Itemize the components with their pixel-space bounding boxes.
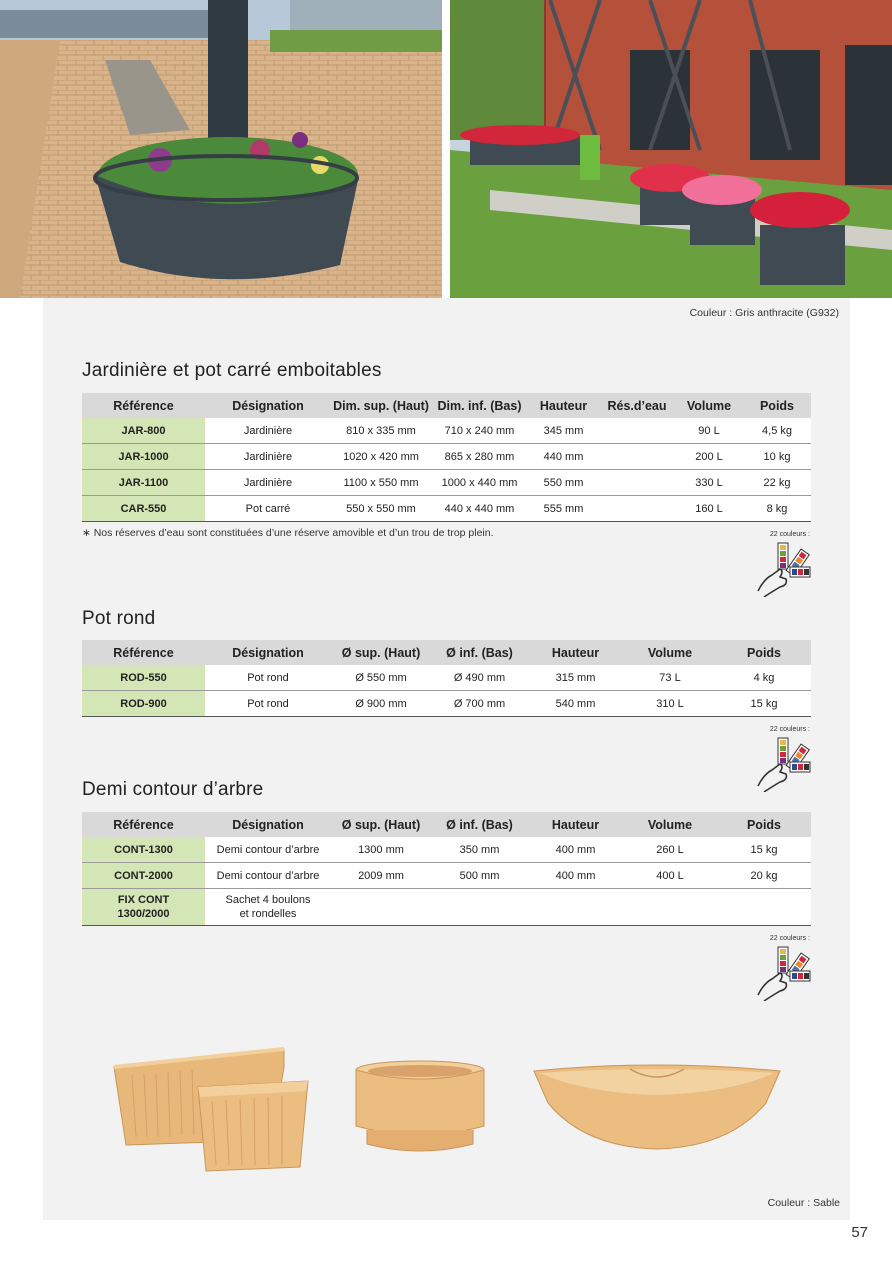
col-header: Hauteur: [528, 393, 599, 418]
color-caption-top: Couleur : Gris anthracite (G932): [689, 307, 839, 319]
cell: Pot carré: [205, 496, 331, 522]
cell: [623, 889, 717, 926]
cell: [599, 444, 675, 470]
col-header: Référence: [82, 812, 205, 837]
ref-cell: CONT-1300: [82, 837, 205, 863]
cell: [528, 889, 623, 926]
cell: 4 kg: [717, 665, 811, 691]
col-header: Dim. sup. (Haut): [331, 393, 431, 418]
cell: Pot rond: [205, 691, 331, 717]
cell: 550 mm: [528, 470, 599, 496]
cell: 90 L: [675, 418, 743, 444]
col-header: Référence: [82, 393, 205, 418]
table-row: [82, 837, 811, 863]
swatch-label: 22 couleurs :: [769, 935, 810, 942]
cell: 400 mm: [528, 863, 623, 889]
cell: 540 mm: [528, 691, 623, 717]
cell: 810 x 335 mm: [331, 418, 431, 444]
jardiniere-and-square-pot-image: [112, 1045, 312, 1177]
cell: 1100 x 550 mm: [331, 470, 431, 496]
cell: 500 mm: [431, 863, 528, 889]
cell: 160 L: [675, 496, 743, 522]
ref-cell: JAR-1000: [82, 444, 205, 470]
ref-cell: JAR-1100: [82, 470, 205, 496]
cell: 73 L: [623, 665, 717, 691]
table-row: [82, 470, 811, 496]
color-fan-icon: [756, 736, 812, 792]
cell: 330 L: [675, 470, 743, 496]
cell: 865 x 280 mm: [431, 444, 528, 470]
col-header: Dim. inf. (Bas): [431, 393, 528, 418]
cell: Ø 490 mm: [431, 665, 528, 691]
ref-cell: ROD-900: [82, 691, 205, 717]
table-demi-contour: [82, 812, 811, 926]
designation-line: et rondelles: [239, 908, 297, 920]
cell: 4,5 kg: [743, 418, 811, 444]
cell: 1300 mm: [331, 837, 431, 863]
col-header: Référence: [82, 640, 205, 665]
cell: [717, 889, 811, 926]
ref-line: 1300/2000: [117, 908, 170, 920]
cell: [205, 889, 331, 926]
cell: Jardinière: [205, 418, 331, 444]
col-header: Rés.d’eau: [599, 393, 675, 418]
col-header: Ø inf. (Bas): [431, 640, 528, 665]
cell: [599, 496, 675, 522]
col-header: Ø sup. (Haut): [331, 640, 431, 665]
ref-cell: CONT-2000: [82, 863, 205, 889]
cell: 22 kg: [743, 470, 811, 496]
cell: 15 kg: [717, 837, 811, 863]
cell: 350 mm: [431, 837, 528, 863]
col-header: Hauteur: [528, 640, 623, 665]
cell: 400 L: [623, 863, 717, 889]
col-header: Poids: [743, 393, 811, 418]
color-caption-bottom: Couleur : Sable: [767, 1197, 840, 1209]
table-pot-rond: [82, 640, 811, 717]
col-header: Poids: [717, 640, 811, 665]
cell: 1020 x 420 mm: [331, 444, 431, 470]
cell: 8 kg: [743, 496, 811, 522]
table-jardiniere: [82, 393, 811, 522]
col-header: Volume: [623, 812, 717, 837]
color-swatch-card: [756, 531, 812, 593]
cell: 1000 x 440 mm: [431, 470, 528, 496]
table-row: [82, 444, 811, 470]
cell: 260 L: [623, 837, 717, 863]
col-header: Volume: [623, 640, 717, 665]
cell: 440 x 440 mm: [431, 496, 528, 522]
color-swatch-card: [756, 726, 812, 788]
cell: [331, 889, 431, 926]
ref-cell: ROD-550: [82, 665, 205, 691]
section-title-jardiniere: Jardinière et pot carré emboitables: [82, 360, 382, 381]
table-row: [82, 665, 811, 691]
cell: [431, 889, 528, 926]
table-row: [82, 496, 811, 522]
cell: Demi contour d’arbre: [205, 837, 331, 863]
cell: 200 L: [675, 444, 743, 470]
table-row: [82, 889, 811, 926]
flower-boxes-photo: [450, 0, 892, 298]
ref-cell: CAR-550: [82, 496, 205, 522]
ref-line: FIX CONT: [117, 894, 170, 906]
cell: Ø 550 mm: [331, 665, 431, 691]
section-title-pot-rond: Pot rond: [82, 608, 156, 629]
cell: [599, 470, 675, 496]
table-row: [82, 863, 811, 889]
cell: 310 L: [623, 691, 717, 717]
col-header: Désignation: [205, 640, 331, 665]
cell: Ø 900 mm: [331, 691, 431, 717]
round-planter-photo: [0, 0, 442, 298]
cell: 440 mm: [528, 444, 599, 470]
col-header: Ø sup. (Haut): [331, 812, 431, 837]
round-pot-image: [353, 1060, 487, 1156]
cell: Demi contour d’arbre: [205, 863, 331, 889]
cell: Pot rond: [205, 665, 331, 691]
table-row: [82, 691, 811, 717]
col-header: Hauteur: [528, 812, 623, 837]
cell: Jardinière: [205, 470, 331, 496]
cell: [599, 418, 675, 444]
cell: 345 mm: [528, 418, 599, 444]
color-fan-icon: [756, 945, 812, 1001]
swatch-label: 22 couleurs :: [769, 726, 810, 733]
half-tree-surround-image: [530, 1063, 784, 1151]
cell: 555 mm: [528, 496, 599, 522]
cell: 315 mm: [528, 665, 623, 691]
cell: 400 mm: [528, 837, 623, 863]
col-header: Ø inf. (Bas): [431, 812, 528, 837]
ref-cell: [82, 889, 205, 926]
col-header: Désignation: [205, 812, 331, 837]
cell: Ø 700 mm: [431, 691, 528, 717]
table-row: [82, 418, 811, 444]
col-header: Poids: [717, 812, 811, 837]
cell: Jardinière: [205, 444, 331, 470]
col-header: Désignation: [205, 393, 331, 418]
cell: 10 kg: [743, 444, 811, 470]
color-fan-icon: [756, 541, 812, 597]
cell: 2009 mm: [331, 863, 431, 889]
water-reserve-note: ∗ Nos réserves d’eau sont constituées d’une réserve amovible et d’un trou de trop plein.: [82, 527, 494, 539]
ref-cell: JAR-800: [82, 418, 205, 444]
cell: 550 x 550 mm: [331, 496, 431, 522]
cell: 20 kg: [717, 863, 811, 889]
cell: 710 x 240 mm: [431, 418, 528, 444]
color-swatch-card: [756, 935, 812, 997]
col-header: Volume: [675, 393, 743, 418]
swatch-label: 22 couleurs :: [769, 531, 810, 538]
page-number: 57: [851, 1224, 868, 1241]
cell: 15 kg: [717, 691, 811, 717]
designation-line: Sachet 4 boulons: [225, 894, 311, 906]
section-title-demi-contour: Demi contour d’arbre: [82, 779, 264, 800]
